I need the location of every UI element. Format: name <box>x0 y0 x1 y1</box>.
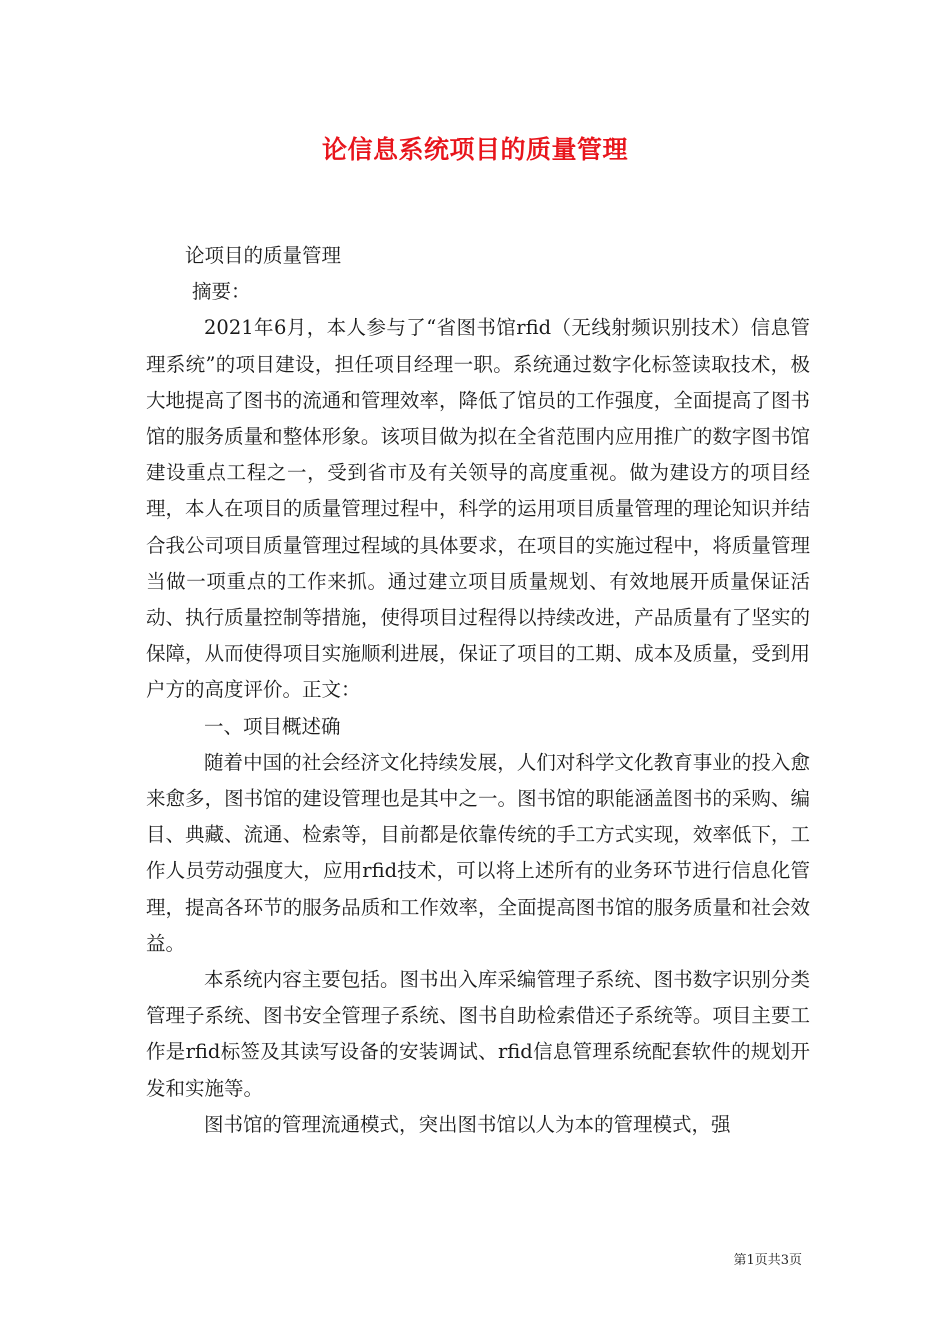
abstract-paragraph: 2021年6月，本人参与了“省图书馆rfid（无线射频识别技术）信息管理系统”的项目建设，担任项目经理一职。系统通过数字化标签读取技术，极大地提高了图书的流通和管理效率，降低了馆员的工作强度，全面提高了图书馆的服务质量和整体形象。该项目做为拟在全省范围内应用推广的数字图书馆建设重点工程之一，受到省市及有关领导的高度重视。做为建设方的项目经理，本人在项目的质量管理过程中，科学的运用项目质量管理的理论知识并结合我公司项目质量管理过程域的具体要求，在项目的实施过程中，将质量管理当做一项重点的工作来抓。通过建立项目质量规划、有效地展开质量保证活动、执行质量控制等措施，使得项目过程得以持续改进，产品质量有了坚实的保障，从而使得项目实施顺利进展，保证了项目的工期、成本及质量，受到用户方的高度评价。正文： <box>146 316 810 702</box>
abstract-label: 摘要： <box>192 280 251 304</box>
page-number: 第1页共3页 <box>733 1253 802 1268</box>
body-paragraph: 图书馆的管理流通模式，突出图书馆以人为本的管理模式，强 <box>204 1112 731 1136</box>
section-heading: 一、项目概述确 <box>204 714 341 738</box>
document-title: 论信息系统项目的质量管理 <box>321 135 628 164</box>
body-paragraph: 随着中国的社会经济文化持续发展，人们对科学文化教育事业的投入愈来愈多，图书馆的建设管理也是其中之一。图书馆的职能涵盖图书的采购、编目、典藏、流通、检索等，目前都是依靠传统的手工方式实现，效率低下，工作人员劳动强度大，应用rfid技术，可以将上述所有的业务环节进行信息化管理，提高各环节的服务品质和工作效率，全面提高图书馆的服务质量和社会效益。 <box>146 750 810 955</box>
document-body <box>146 238 810 1143</box>
subtitle: 论项目的质量管理 <box>185 244 342 267</box>
body-paragraph: 本系统内容主要包括。图书出入库采编管理子系统、图书数字识别分类管理子系统、图书安全管理子系统、图书自助检索借还子系统等。项目主要工作是rfid标签及其读写设备的安装调试、rfid信息管理系统配套软件的规划开发和实施等。 <box>146 968 810 1100</box>
